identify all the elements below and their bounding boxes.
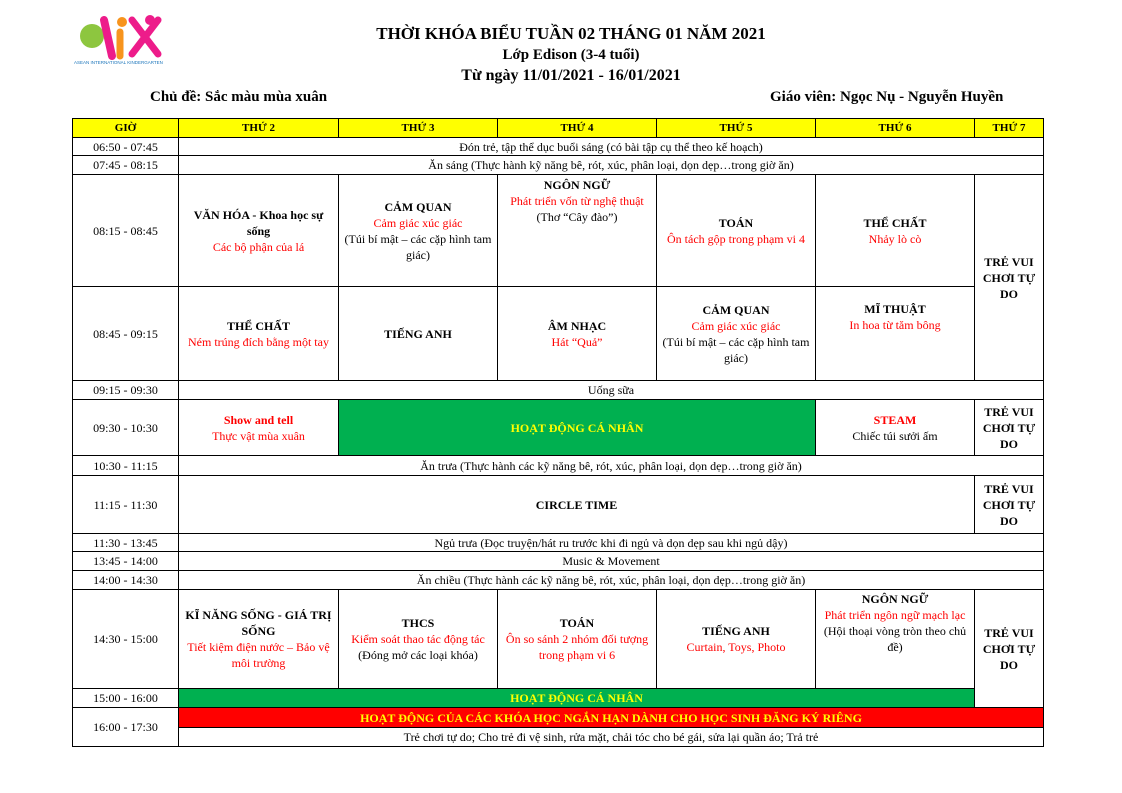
activity-note: (Túi bí mật – các cặp hình tam giác) [662,334,810,365]
table-row [73,534,1044,552]
activity-subtitle: Các bộ phận của lá [212,239,305,254]
table-row [73,456,1044,476]
activity-cell [498,175,657,287]
activity-note: (Túi bí mật – các cặp hình tam giác) [344,231,492,262]
activity-title: CẢM QUAN [384,199,452,214]
activity-subtitle: Thực vật mùa xuân [212,428,305,443]
individual-activity-cell: HOẠT ĐỘNG CÁ NHÂN [179,689,975,708]
activity-cell [339,175,498,287]
time-cell: 08:15 - 08:45 [73,175,179,287]
nap-cell: Ngủ trưa (Đọc truyện/hát ru trước khi đi ngủ và dọn dẹp sau khi ngủ dậy) [179,534,1044,552]
table-row [73,728,1044,747]
activity-cell [816,287,975,381]
milk-cell: Uống sữa [179,381,1044,400]
activity-subtitle: Nhảy lò cò [868,231,922,246]
saturday-free-play: TRẺ VUI CHƠI TỰ DO [975,400,1044,456]
activity-subtitle: Ném trúng đích bằng một tay [188,334,329,349]
individual-activity-cell: HOẠT ĐỘNG CÁ NHÂN [339,400,816,456]
col-sat: THỨ 7 [975,119,1044,138]
time-cell: 15:00 - 16:00 [73,689,179,708]
table-row [73,571,1044,590]
activity-title: THCS [401,616,435,630]
activity-title: Show and tell [223,412,294,427]
activity-cell [657,175,816,287]
col-tue: THỨ 3 [339,119,498,138]
time-cell: 10:30 - 11:15 [73,456,179,476]
time-cell: 16:00 - 17:30 [73,708,179,747]
col-thu: THỨ 5 [657,119,816,138]
activity-title: CẢM QUAN [702,302,770,317]
short-courses-cell: HOẠT ĐỘNG CỦA CÁC KHÓA HỌC NGẮN HẠN DÀNH CHO HỌC SINH ĐĂNG KÝ RIÊNG [179,708,1044,728]
table-row [73,400,1044,456]
activity-cell [339,590,498,689]
activity-subtitle: Cảm giác xúc giác [691,318,781,333]
activity-subtitle: Ôn tách gộp trong phạm vi 4 [667,231,805,246]
time-cell: 07:45 - 08:15 [73,156,179,175]
activity-subtitle: In hoa từ tăm bông [849,318,941,332]
activity-title: TIẾNG ANH [384,326,452,341]
activity-title: NGÔN NGỮ [861,592,929,606]
activity-title: THỂ CHẤT [226,318,290,333]
activity-cell [179,287,339,381]
activity-subtitle: Phát triển vốn từ nghệ thuật [510,194,644,208]
theme-label: Chủ đề: Sắc màu mùa xuân [150,89,328,105]
table-row [73,552,1044,571]
breakfast-cell: Ăn sáng (Thực hành kỹ năng bê, rót, xúc, phân loại, dọn dẹp…trong giờ ăn) [179,156,1044,175]
activity-subtitle: Ôn so sánh 2 nhóm đối tượng trong phạm vi 6 [505,632,649,662]
saturday-free-play: TRẺ VUI CHƠI TỰ DO [975,476,1044,534]
activity-subtitle: Curtain, Toys, Photo [686,640,786,654]
activity-subtitle: Chiếc túi sưởi ấm [852,428,938,443]
activity-subtitle: Cảm giác xúc giác [373,215,463,230]
snack-cell: Ăn chiều (Thực hành các kỹ năng bê, rót, xúc, phân loại, dọn dẹp…trong giờ ăn) [179,571,1044,590]
activity-title: KĨ NĂNG SỐNG - GIÁ TRỊ SỐNG [185,608,332,638]
time-cell: 14:30 - 15:00 [73,590,179,689]
header-row [73,119,1044,138]
time-cell: 13:45 - 14:00 [73,552,179,571]
time-cell: 14:00 - 14:30 [73,571,179,590]
table-row [73,476,1044,534]
activity-title: TOÁN [559,616,595,630]
activity-title: STEAM [873,412,917,427]
table-row [73,689,1044,708]
table-row [73,708,1044,728]
activity-cell [816,590,975,689]
activity-title: THỂ CHẤT [863,215,927,230]
class-name: Lớp Edison (3-4 tuổi) [502,47,640,63]
col-wed: THỨ 4 [498,119,657,138]
date-range: Từ ngày 11/01/2021 - 16/01/2021 [461,67,681,84]
activity-subtitle: Tiết kiệm điện nước – Bảo vệ môi trường [187,640,330,670]
saturday-free-play: TRẺ VUI CHƠI TỰ DO [975,590,1044,708]
time-cell: 09:30 - 10:30 [73,400,179,456]
activity-cell [816,400,975,456]
time-cell: 06:50 - 07:45 [73,138,179,156]
activity-cell [657,590,816,689]
activity-subtitle: Kiểm soát thao tác động tác [351,632,485,646]
activity-title: NGÔN NGỮ [543,178,611,192]
table-row [73,590,1044,689]
activity-title: TIẾNG ANH [702,624,770,638]
lunch-cell: Ăn trưa (Thực hành các kỹ năng bê, rót, xúc, phân loại, dọn dẹp…trong giờ ăn) [179,456,1044,476]
activity-cell [179,175,339,287]
svg-text:ASEAN INTERNATIONAL KINDERGART: ASEAN INTERNATIONAL KINDERGARTEN [74,60,163,65]
table-row [73,156,1044,175]
activity-cell [498,590,657,689]
time-cell: 11:30 - 13:45 [73,534,179,552]
time-cell: 09:15 - 09:30 [73,381,179,400]
activity-note: (Đóng mở các loại khóa) [358,648,478,662]
activity-cell [657,287,816,381]
schedule-title: THỜI KHÓA BIỂU TUẦN 02 THÁNG 01 NĂM 2021 [376,24,766,43]
activity-note: (Hội thoại vòng tròn theo chủ đề) [823,624,967,654]
saturday-free-play: TRẺ VUI CHƠI TỰ DO [975,175,1044,381]
activity-subtitle: Phát triển ngôn ngữ mạch lạc [824,608,966,622]
timetable [72,118,1044,747]
activity-cell [179,400,339,456]
activity-title: TOÁN [718,215,754,230]
activity-title: VĂN HÓA - Khoa học sự sống [193,207,324,238]
welcome-cell: Đón trẻ, tập thể dục buổi sáng (có bài tập cụ thể theo kế hoạch) [179,138,1044,156]
col-mon: THỨ 2 [179,119,339,138]
table-row [73,175,1044,287]
activity-title: ÂM NHẠC [547,318,607,333]
time-cell: 11:15 - 11:30 [73,476,179,534]
activity-title: MĨ THUẬT [864,302,926,316]
col-time: GIỜ [73,119,179,138]
time-cell: 08:45 - 09:15 [73,287,179,381]
activity-cell [816,175,975,287]
col-fri: THỨ 6 [816,119,975,138]
activity-note: (Thơ “Cây đào”) [536,210,618,224]
table-row [73,381,1044,400]
music-cell: Music & Movement [179,552,1044,571]
activity-cell [179,590,339,689]
activity-cell [339,287,498,381]
table-row [73,138,1044,156]
teachers-label: Giáo viên: Ngọc Nụ - Nguyễn Huyền [770,89,1004,105]
circle-time-cell: CIRCLE TIME [179,476,975,534]
pickup-cell: Trẻ chơi tự do; Cho trẻ đi vệ sinh, rửa mặt, chải tóc cho bé gái, sửa lại quần áo; Trả trẻ [179,728,1044,747]
activity-cell [498,287,657,381]
table-row [73,287,1044,381]
activity-subtitle: Hát “Quả” [551,334,603,349]
